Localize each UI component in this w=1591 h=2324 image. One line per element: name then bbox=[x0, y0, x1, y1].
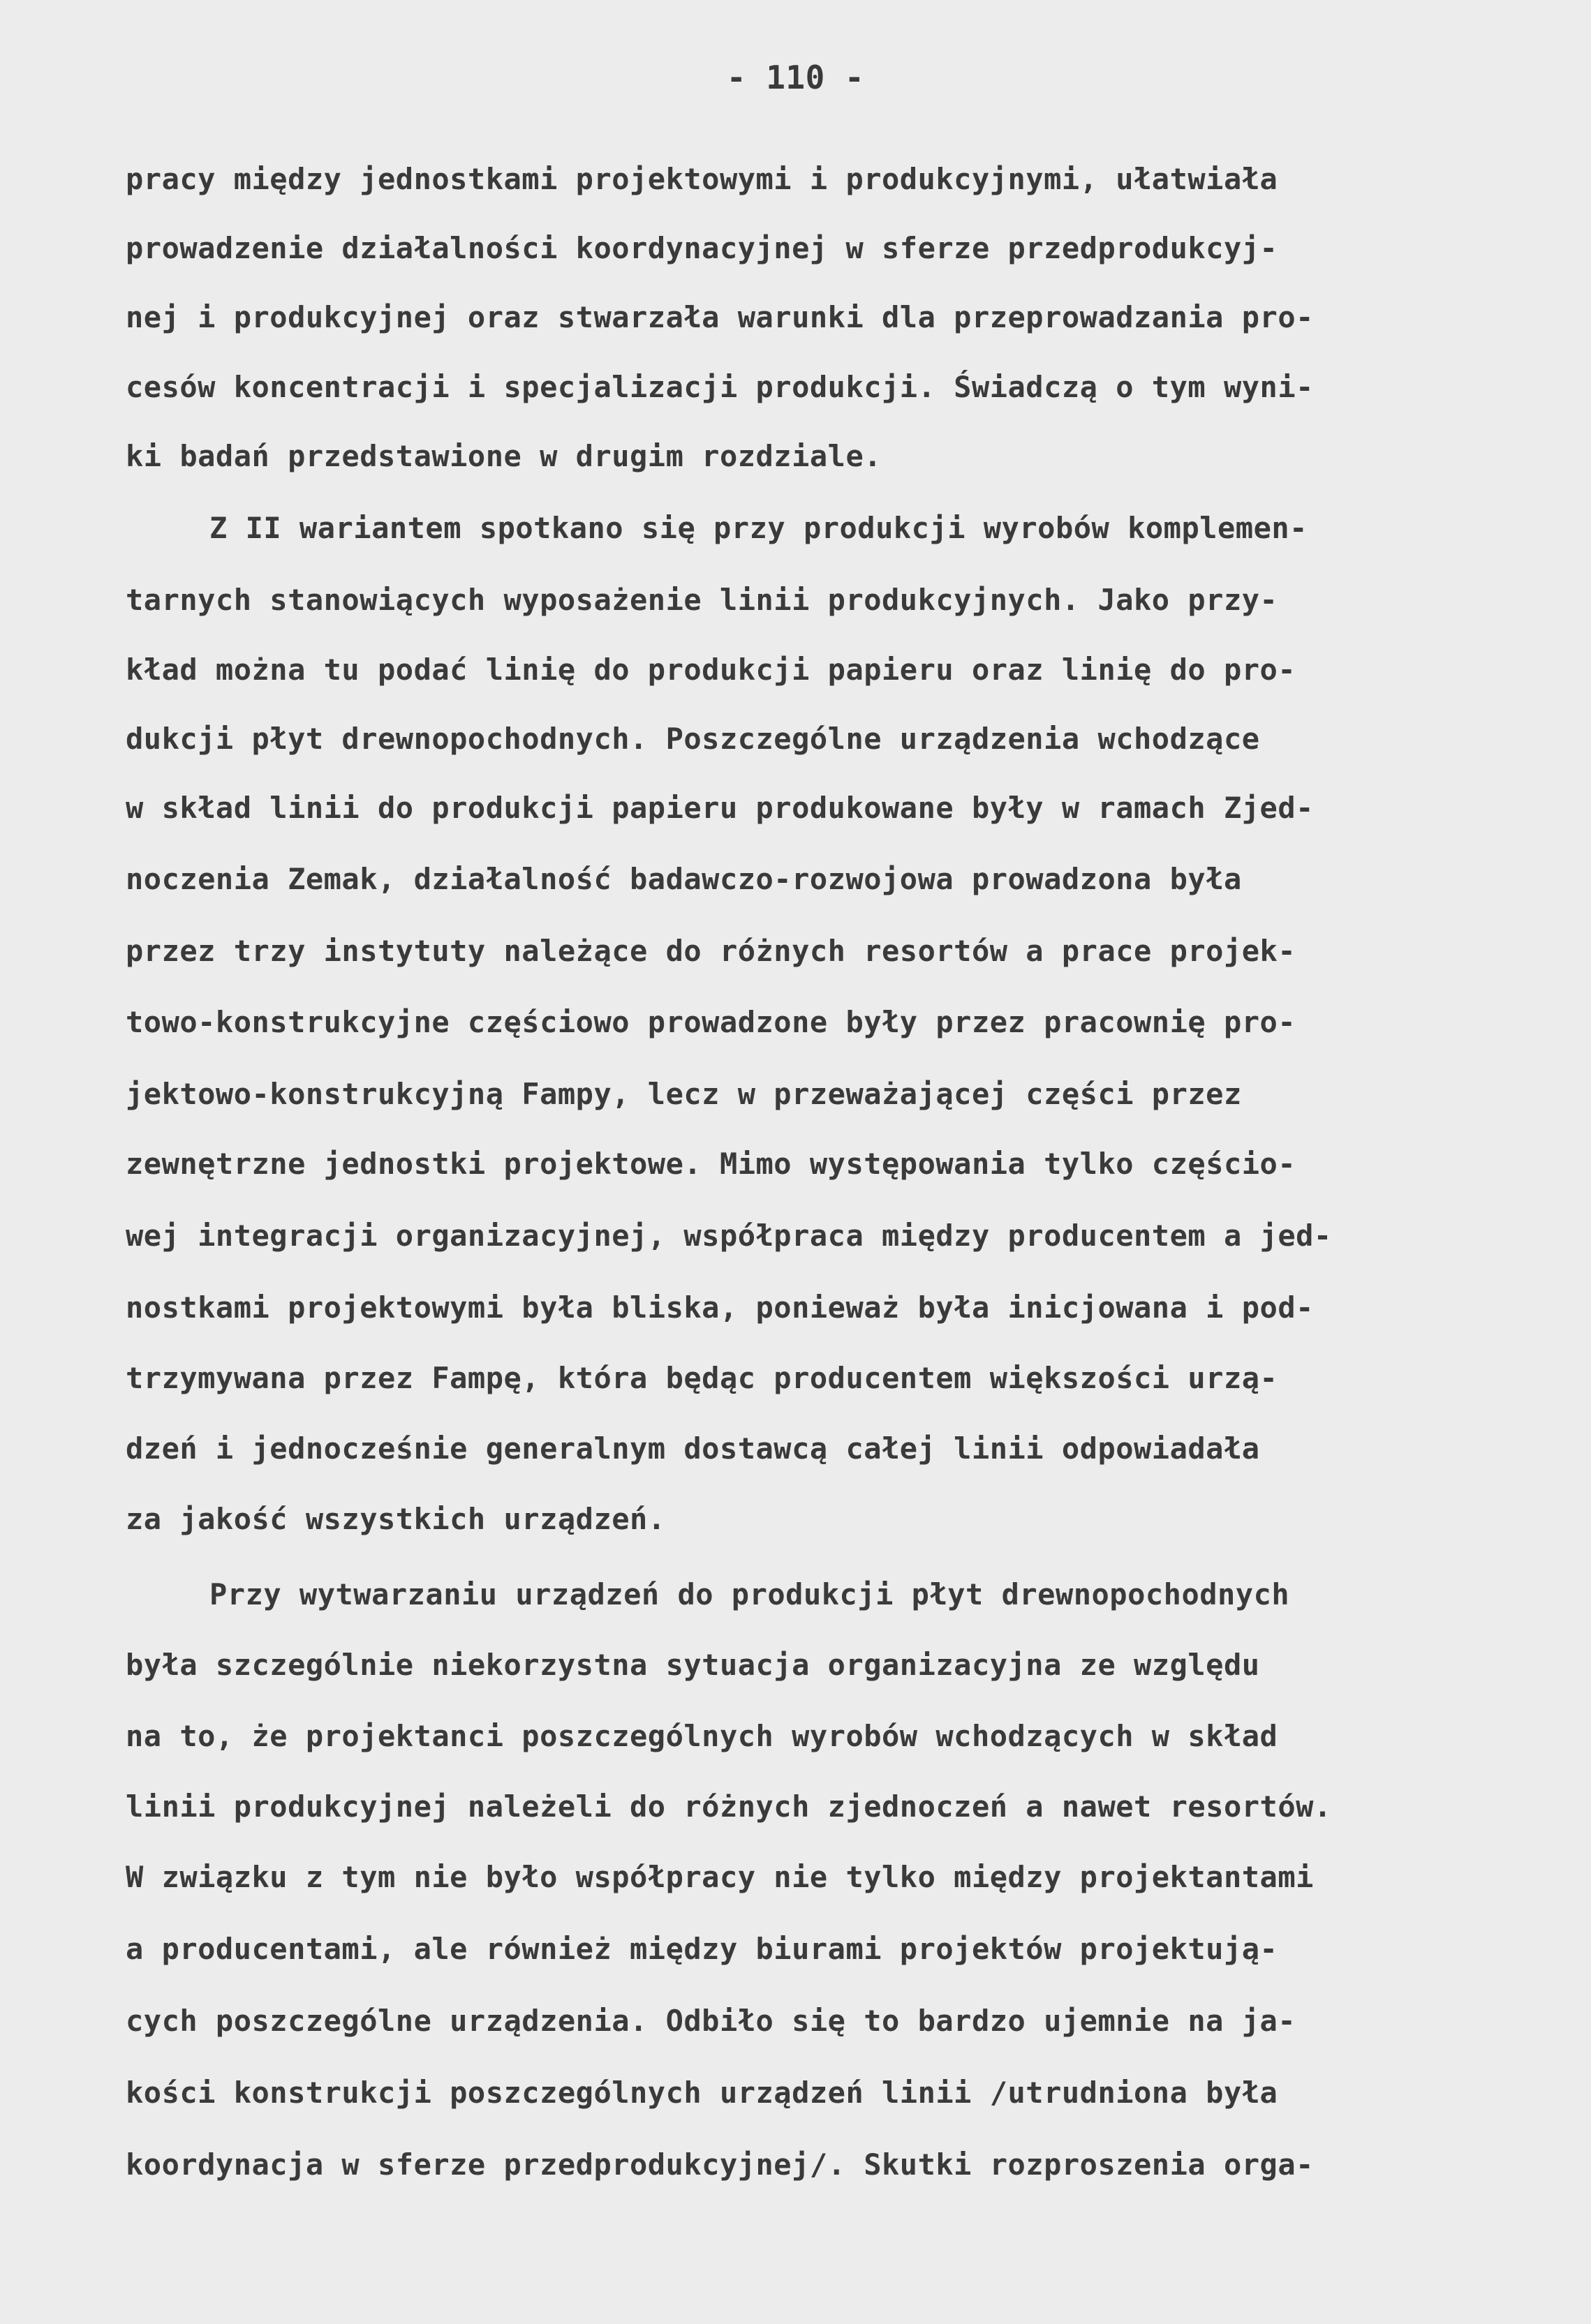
text-line: towo-konstrukcyjne częściowo prowadzone były przez pracownię pro- bbox=[126, 1005, 1296, 1039]
text-line: dukcji płyt drewnopochodnych. Poszczególne urządzenia wchodzące bbox=[126, 722, 1260, 756]
page-number: - 110 - bbox=[726, 59, 865, 96]
text-line: przez trzy instytuty należące do różnych resortów a prace projek- bbox=[126, 934, 1296, 968]
text-line: kości konstrukcji poszczególnych urządzeń linii /utrudniona była bbox=[126, 2076, 1278, 2110]
text-line: na to, że projektanci poszczególnych wyrobów wchodzących w skład bbox=[126, 1719, 1278, 1753]
text-line: nej i produkcyjnej oraz stwarzała warunki dla przeprowadzania pro- bbox=[126, 300, 1314, 334]
text-line: ki badań przedstawione w drugim rozdziale. bbox=[126, 439, 882, 473]
text-line: Z II wariantem spotkano się przy produkcji wyrobów komplemen- bbox=[209, 511, 1308, 545]
text-line: trzymywana przez Fampę, która będąc producentem większości urzą- bbox=[126, 1361, 1278, 1395]
text-line: cych poszczególne urządzenia. Odbiło się to bardzo ujemnie na ja- bbox=[126, 2004, 1296, 2038]
text-line: wej integracji organizacyjnej, współpraca między producentem a jed- bbox=[126, 1219, 1332, 1253]
text-line: prowadzenie działalności koordynacyjnej w sferze przedprodukcyj- bbox=[126, 231, 1278, 265]
text-line: Przy wytwarzaniu urządzeń do produkcji płyt drewnopochodnych bbox=[209, 1577, 1290, 1611]
text-line: cesów koncentracji i specjalizacji produkcji. Świadczą o tym wyni- bbox=[126, 370, 1314, 404]
text-line: kład można tu podać linię do produkcji papieru oraz linię do pro- bbox=[126, 653, 1296, 687]
text-line: W związku z tym nie było współpracy nie tylko między projektantami bbox=[126, 1860, 1314, 1894]
text-line: jektowo-konstrukcyjną Fampy, lecz w przeważającej części przez bbox=[126, 1077, 1242, 1111]
text-line: była szczególnie niekorzystna sytuacja organizacyjna ze względu bbox=[126, 1648, 1260, 1682]
text-line: pracy między jednostkami projektowymi i produkcyjnymi, ułatwiała bbox=[126, 162, 1278, 196]
text-line: w skład linii do produkcji papieru produkowane były w ramach Zjed- bbox=[126, 791, 1314, 825]
text-line: linii produkcyjnej należeli do różnych zjednoczeń a nawet resortów. bbox=[126, 1789, 1332, 1824]
text-line: koordynacja w sferze przedprodukcyjnej/. Skutki rozproszenia orga- bbox=[126, 2147, 1314, 2182]
text-line: dzeń i jednocześnie generalnym dostawcą całej linii odpowiadała bbox=[126, 1431, 1260, 1466]
text-line: zewnętrzne jednostki projektowe. Mimo występowania tylko częścio- bbox=[126, 1147, 1296, 1181]
text-line: za jakość wszystkich urządzeń. bbox=[126, 1502, 666, 1536]
text-line: a producentami, ale również między biurami projektów projektują- bbox=[126, 1932, 1278, 1966]
text-line: noczenia Zemak, działalność badawczo-rozwojowa prowadzona była bbox=[126, 862, 1242, 896]
text-line: nostkami projektowymi była bliska, ponieważ była inicjowana i pod- bbox=[126, 1290, 1314, 1325]
text-line: tarnych stanowiących wyposażenie linii produkcyjnych. Jako przy- bbox=[126, 583, 1278, 617]
